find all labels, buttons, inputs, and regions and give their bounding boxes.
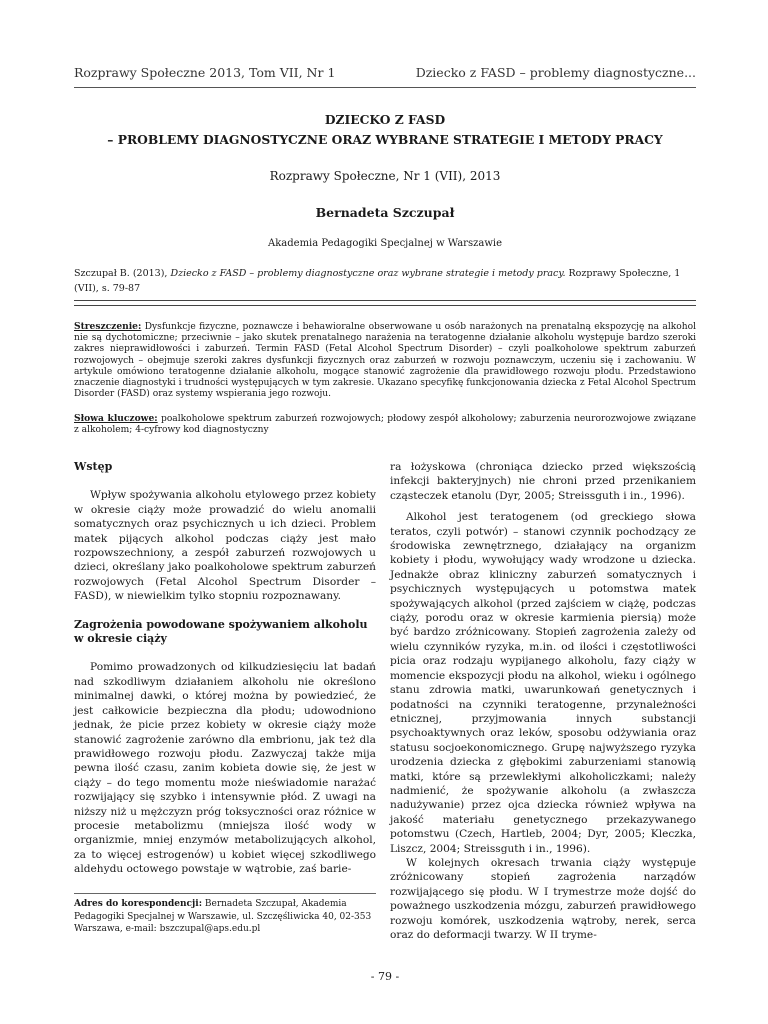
article-short-title: Dziecko z FASD – problemy diagnostyczne... — [415, 65, 696, 80]
keywords-label: Słowa kluczowe: — [74, 413, 158, 424]
journal-issue: Rozprawy Społeczne, Nr 1 (VII), 2013 — [269, 169, 501, 183]
running-header — [74, 60, 696, 88]
paragraph: Wpływ spożywania alkoholu etylowego przez kobiety w okresie ciąży może prowadzić do wielu anomalii somatycznych oraz psychicznych u ich dzieci. Problem matek pijących alkohol podczas ciąży jest mało rozpowszechniony, a zespół zaburzeń rozwojowych u dzieci, określany jako poalkoholowe spektrum zaburzeń rozwojowych (Fetal Alcohol Spectrum Disorder – FASD), w niewielkim tylko stopniu rozpoznawany. — [74, 489, 376, 603]
paragraph: Pomimo prowadzonych od kilkudziesięciu lat badań nad szkodliwym działaniem alkoholu nie określono minimalnej dawki, o której można by powiedzieć, że jest całkowicie bezpieczna dla płodu; udowodniono jednak, że picie przez kobiety w okresie ciąży może stanowić zagrożenie zarówno dla embrionu, jak też dla prawidłowego rozwoju płodu. Zazwyczaj także mija pewna ilość czasu, zanim kobieta dowie się, że jest w ciąży – do tego momentu może nieświadomie narażać rozwijający się szybko i intensywnie płód. Z uwagi na niższy niż u mężczyzn próg toksyczności oraz różnice w procesie metabolizmu (mniejsza ilość wody w organizmie, mniej enzymów metabolizujących alkohol, za to więcej estrogenów) u kobiet więcej szkodliwego aldehydu octowego powstaje w wątrobie, zaś barie- — [74, 661, 376, 876]
right-column — [390, 460, 696, 942]
citation-prefix: Szczupał B. (2013), — [74, 268, 171, 279]
keywords-text: poalkoholowe spektrum zaburzeń rozwojowych; płodowy zespół alkoholowy; zaburzenia neurorozwojowe związane z alkoholem; 4-cyfrowy kod diagnostyczny — [74, 414, 696, 436]
paragraph: ra łożyskowa (chroniąca dziecko przed większością infekcji bakteryjnych) nie chroni przed przenikaniem cząsteczek etanolu (Dyr, 2005; Streissguth i in., 1996). — [390, 461, 696, 502]
page-number: - 79 - — [370, 970, 400, 983]
paragraph: W kolejnych okresach trwania ciąży występuje zróżnicowany stopień zagrożenia narządów rozwijającego się płodu. W I trymestrze może dojść do poważnego uszkodzenia mózgu, zaburzeń prawidłowego rozwoju komórek, uszkodzenia wątroby, nerek, serca oraz do deformacji twarzy. W II tryme- — [390, 856, 696, 941]
keywords — [74, 413, 696, 437]
paragraph: Alkohol jest teratogenem (od greckiego słowa teratos, czyli potwór) – stanowi czynnik pochodzący ze środowiska zewnętrznego, działający na organizm kobiety i płodu, wywołujący wady wrodzone u dziecka. Jednakże obraz kliniczny zaburzeń somatycznych i psychicznych występujących u potomstwa matek spożywających alkohol (przed zajściem w ciążę, podczas ciąży, porodu oraz w okresie karmienia piersią) może być bardzo zróżnicowany. Stopień zagrożenia zależy od wielu czynników ryzyka, m.in. od ilości i częstotliwości picia oraz rodzaju wypijanego alkoholu, fazy ciąży w momencie ekspozycji płodu na alkohol, wieku i ogólnego stanu zdrowia matki, uwarunkowań genetycznych i podatności na czynniki teratogenne, przynależności etnicznej, przyjmowania innych substancji psychoaktywnych oraz leków, sposobu odżywiania oraz statusu socjoekonomicznego. Grupę najwyższego ryzyka urodzenia dziecka z głębokimi zaburzeniami stanowią matki, które są przewlekłymi alkoholiczkami; należy nadmienić, że spożywanie alkoholu (a zwłaszcza nadużywanie) przez ojca dziecka również wpływa na jakość materiału genetycznego przekazywanego potomstwu (Czech, Hartleb, 2004; Dyr, 2005; Kleczka, Liszcz, 2004; Streissguth i in., 1996). — [390, 511, 696, 855]
footnote-text: Bernadeta Szczupał, Akademia Pedagogiki Specjalnej w Warszawie, ul. Szczęśliwicka 40, 02-353 Warszawa, e-mail: bszczupal@aps.edu.pl — [74, 899, 372, 935]
citation — [74, 267, 696, 296]
left-column — [74, 460, 376, 877]
article-title — [74, 110, 696, 150]
author-name: Bernadeta Szczupał — [315, 205, 455, 220]
footnote-divider — [74, 893, 376, 894]
title-line-2: – PROBLEMY DIAGNOSTYCZNE ORAZ WYBRANE STRATEGIE I METODY PRACY — [107, 132, 663, 147]
affiliation: Akademia Pedagogiki Specjalnej w Warszawie — [268, 238, 502, 249]
footnote-label: Adres do korespondencji: — [74, 899, 203, 909]
divider-top — [74, 300, 696, 301]
abstract — [74, 321, 696, 400]
journal-header: Rozprawy Społeczne 2013, Tom VII, Nr 1 — [74, 65, 336, 80]
citation-title: Dziecko z FASD – problemy diagnostyczne oraz wybrane strategie i metody pracy. — [170, 268, 566, 279]
abstract-label: Streszczenie: — [74, 321, 142, 332]
title-line-1: DZIECKO Z FASD — [324, 112, 446, 127]
correspondence-footnote — [74, 898, 376, 936]
citation-suffix: Rozprawy Społeczne, 1 (VII), s. 79-87 — [74, 268, 681, 294]
abstract-text: Dysfunkcje fizyczne, poznawcze i behawioralne obserwowane u osób narażonych na prenatalną ekspozycję na alkohol nie są dychotomiczne; przeciwnie – jako skutek prenatalnego narażenia na teratogenne działanie alkoholu występuje bardzo szeroki zakres nieprawidłowości i zaburzeń. Termin FASD (Fetal Alcohol Spectrum Disorder) – czyli poalkoholowe spektrum zaburzeń rozwojowych – obejmuje szeroki zakres dysfunkcji fizycznych oraz zaburzeń w rozwoju poznawczym, uczeniu się i zachowaniu. W artykule omówiono teratogenne działanie alkoholu, mogące stanowić zagrożenie dla prawidłowego rozwoju płodu. Przedstawiono znaczenie diagnostyki i trudności występujących w tym zakresie. Ukazano specyfikę funkcjonowania dziecka z Fetal Alcohol Spectrum Disorder (FASD) oraz systemy wspierania jego rozwoju. — [74, 322, 696, 400]
divider-top-second — [74, 305, 696, 306]
section-heading-intro: Wstęp — [74, 460, 113, 473]
section-heading-risks: Zagrożenia powodowane spożywaniem alkoholu w okresie ciąży — [74, 617, 368, 646]
